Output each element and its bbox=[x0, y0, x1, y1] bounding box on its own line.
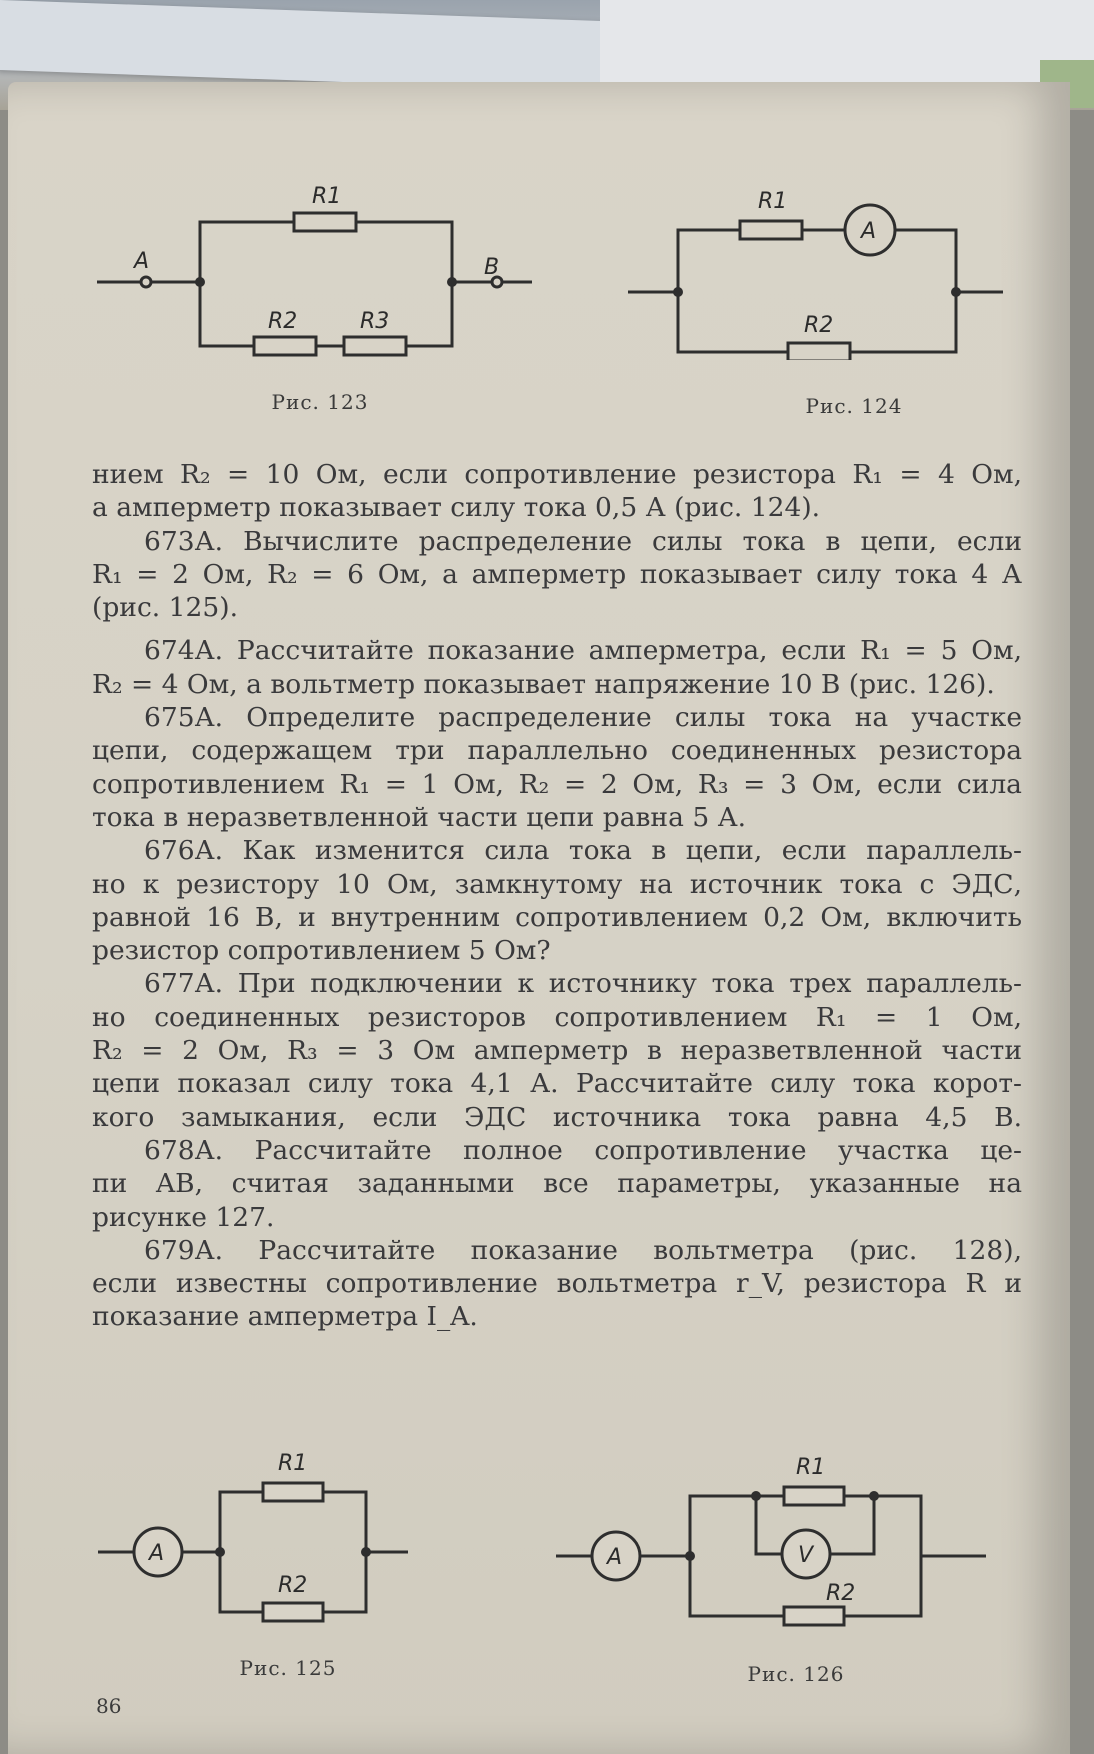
text-line: R₂ = 2 Ом, R₃ = 3 Ом амперметр в неразветвленной части bbox=[92, 1035, 1022, 1067]
circuit-123 bbox=[92, 178, 542, 358]
exercise-676: 676А. Как изменится сила тока в цепи, если параллель- bbox=[144, 835, 1022, 867]
text-line: рисунке 127. bbox=[92, 1201, 275, 1233]
circuit-125 bbox=[98, 1440, 418, 1630]
caption-126: Рис. 126 bbox=[747, 1662, 845, 1686]
text-line: равной 16 В, и внутренним сопротивлением 0,2 Ом, включить bbox=[92, 901, 1022, 933]
text-line: R₁ = 2 Ом, R₂ = 6 Ом, а амперметр показывает силу тока 4 А bbox=[92, 558, 1022, 590]
voltmeter-icon: V bbox=[798, 1543, 814, 1568]
caption-125: Рис. 125 bbox=[239, 1656, 337, 1680]
figure-125 bbox=[98, 1440, 418, 1630]
text-line: цепи, содержащем три параллельно соединенных резистора bbox=[92, 735, 1022, 767]
ammeter-icon: A bbox=[861, 219, 877, 244]
text-line: нием R₂ = 10 Ом, если сопротивление резистора R₁ = 4 Ом, bbox=[92, 459, 1022, 490]
figure-126 bbox=[556, 1444, 996, 1634]
text-line: если известны сопротивление вольтметра r_V, резистора R и bbox=[92, 1268, 1022, 1300]
text-line: (рис. 125). bbox=[92, 592, 238, 624]
text-line: цепи показал силу тока 4,1 А. Рассчитайте силу тока корот- bbox=[92, 1068, 1022, 1100]
ammeter-icon: A bbox=[149, 1541, 165, 1566]
figure-124 bbox=[628, 180, 1008, 360]
text-line: резистор сопротивлением 5 Ом? bbox=[92, 935, 551, 967]
page-number: 86 bbox=[96, 1694, 122, 1718]
label-r2: R2 bbox=[278, 1573, 308, 1598]
label-r1: R1 bbox=[758, 189, 788, 214]
figure-123 bbox=[92, 178, 542, 358]
label-r1: R1 bbox=[278, 1451, 308, 1476]
text-line: показание амперметра I_A. bbox=[92, 1301, 478, 1333]
exercise-673: 673А. Вычислите распределение силы тока в цепи, если bbox=[144, 525, 1022, 557]
text-line: R₂ = 4 Ом, а вольтметр показывает напряжение 10 В (рис. 126). bbox=[92, 668, 995, 700]
text-line: но к резистору 10 Ом, замкнутому на источник тока с ЭДС, bbox=[92, 868, 1022, 900]
circuit-124 bbox=[628, 180, 1008, 360]
text-line: а амперметр показывает силу тока 0,5 А (рис. 124). bbox=[92, 492, 821, 524]
label-r2: R2 bbox=[268, 309, 298, 334]
label-r1: R1 bbox=[796, 1455, 826, 1480]
label-r2: R2 bbox=[826, 1581, 856, 1606]
text-line: но соединенных резисторов сопротивлением R₁ = 1 Ом, bbox=[92, 1001, 1022, 1033]
caption-124: Рис. 124 bbox=[805, 394, 903, 418]
exercise-675: 675А. Определите распределение силы тока на участке bbox=[144, 702, 1022, 734]
exercise-678: 678А. Рассчитайте полное сопротивление участка це- bbox=[144, 1134, 1022, 1166]
exercise-679: 679А. Рассчитайте показание вольтметра (рис. 128), bbox=[144, 1234, 1022, 1266]
exercise-text bbox=[92, 458, 1022, 1334]
text-line: сопротивлением R₁ = 1 Ом, R₂ = 2 Ом, R₃ = 3 Ом, если сила bbox=[92, 768, 1022, 800]
label-b: B bbox=[484, 255, 500, 280]
text-line: тока в неразветвленной части цепи равна 5 А. bbox=[92, 801, 747, 833]
label-a: A bbox=[134, 249, 150, 274]
text-line: пи AB, считая заданными все параметры, указанные на bbox=[92, 1168, 1022, 1200]
exercise-677: 677А. При подключении к источнику тока трех параллель- bbox=[144, 968, 1022, 1000]
label-r2: R2 bbox=[804, 313, 834, 338]
exercise-674: 674А. Рассчитайте показание амперметра, если R₁ = 5 Ом, bbox=[144, 635, 1022, 667]
label-r1: R1 bbox=[312, 184, 342, 209]
label-r3: R3 bbox=[360, 309, 390, 334]
ammeter-icon: A bbox=[607, 1545, 623, 1570]
text-line: кого замыкания, если ЭДС источника тока равна 4,5 В. bbox=[92, 1101, 1022, 1133]
paper-sheet-right bbox=[600, 0, 1094, 95]
caption-123: Рис. 123 bbox=[271, 390, 369, 414]
circuit-126 bbox=[556, 1444, 996, 1634]
